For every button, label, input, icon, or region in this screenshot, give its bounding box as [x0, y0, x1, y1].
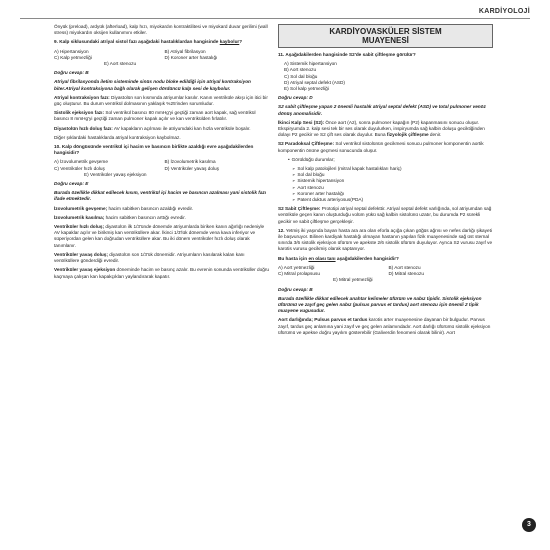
question-11-options [284, 61, 493, 92]
bullet-item: • Görüldüğü durumlar; [288, 157, 493, 163]
right-column [278, 24, 493, 339]
list-item: ➢ Sol dal bloğu [292, 172, 493, 178]
explanation-s2: S2 sabit çiftleşme yapan 2 önemli hastalık atriyal septal defekt (ASD) ve total pulmoner venöz dönüş anomalisidir. [278, 104, 486, 116]
option: E) Ventriküler yavaş ejeksiyon [84, 171, 147, 177]
question-9: 9. Kalp siklusundaki atriyal sistol fazı aşağıdaki hastalıklardan hangisinde kaybolur? [54, 39, 243, 45]
explanation-dikkat: Burada özellikle dikkat edilecek kısım, ventrikül içi hacim ve basıncın azalması yani sistolik fazı ifade etmektedir. [54, 190, 267, 202]
header-rule [20, 18, 530, 19]
intro-paragraph: Önyük (preload), ardyük (afterload), kalp hızı, miyokardın kontraktilitesi ve miyokard duvar gerilimi (wall stress) miyokardın oksijen kullanımını etkiler. [54, 24, 268, 36]
answer-9: Doğru cevap: B [54, 70, 89, 76]
explanation-diyastolik: Diyastolün hızlı doluş fazı: AV kapakların açılması ile atriyumdaki kan hızla ventriküle boşalır. [54, 125, 251, 131]
option: B) Aort stenozu [388, 264, 421, 270]
explanation-sabit: S2 Sabit Çiftleşme: Prototipi atriyal septal defekttir. Atriyal septal defekt varlığında, sol atriyumdan sağ ventriküle geçen kanın oluşturduğu volüm yükü sağ kalbin sistolünü uzatır, bu durumda P2 sürekli gecikir ve sabit çiftleşme gerçekleşir. [278, 206, 492, 224]
section-title-line-1: KARDİYOVASKÜLER SİSTEM [329, 27, 442, 36]
explanation-yavas-dolus: Ventriküler yavaş doluş; diyastolün son 1/3'ük dönemidir. Atriyumların kasılarak kalan kanı ventriküllere gönderdiği evredir. [54, 251, 245, 264]
explanation-sistolik: Sistolik ejeksiyon fazı: Sol ventrikül basıncı 80 mmHg'yi geçtiği zaman aort kapak, sağ ventrikül basıncı 8 mmHg'yi geçtiği zaman pulmoner kapak açılır ve kan ventrikülden fırlatılır. [54, 110, 256, 122]
option: C) Mitral prolapsusu [278, 271, 320, 277]
option: E) Mitral yetmezliği [333, 277, 373, 283]
section-title-line-2: MUAYENESİ [362, 36, 409, 45]
question-10-options [54, 159, 269, 178]
question-12: 12. Yetmiş iki yaşında bayan hasta ara ara olan eforla açığa çıkan göğüs ağrısı ve nefes darlığı şikayeti ile başvuruyor. Bilinen kardiyak hastalığı olmayan hastanın yapılan fizik muayenesinde sağ üst sternal sınırda 3/6 sistolik ejeksiyon üfürüm ve apekste 2/6 sistolik üfürüm duyuluyor. Ayrıca S2 vurusu zayıf ve karotis vurusu gecikmiş olarak saptanıyor. [278, 227, 493, 252]
option: E) Sol kalp yetmezliği [284, 86, 329, 92]
explanation-izo-gevseme: İzovolumetrik gevşeme; hacim sabitken basıncın azaldığı evredir. [54, 205, 194, 211]
explanation-dikkat-2: Burada özellikle dikkat edilecek anahtar kelimeler üfürüm ve nabız tipidir. Sistolik ejeksiyon üfürümü ve zayıf geç gelen nabız (pulsus parvus et tardus) aort stenozu için önemli 2 tipik muayene vugusudur. [278, 295, 482, 314]
explanation-aort: Aort darlığında; Pulsus parvus et tardus karotis arter muayenesine dayanan bir bulgudur. Parvus zayıf, tardus geç anlamına yani zayıf ve geç gelen anlamındadır. Aort darlığı üfürümü sistolik ejeksiyon üfürümü ve apekse doğru yayılım gösterebilir (Galiverdin fenomeni olarak bilinir). Aort [278, 317, 491, 335]
answer-11: Doğru cevap: D [278, 95, 313, 101]
option: C) Kalp yetmezliği [54, 54, 92, 60]
explanation-other: Diğer şıklardaki hastalıklarda atriyal kontraksiyon kaybolmaz. [54, 134, 181, 140]
question-9-options [54, 49, 269, 68]
option: B) Atriyal fibrilasyon [164, 48, 206, 54]
question-11: 11. Aşağıdakilerden hangisinde S2'de sabit çiftleşme görülür? [278, 52, 416, 57]
question-12-options [278, 265, 493, 284]
option: D) Atriyal septal defekt (ASD) [284, 79, 345, 85]
page-number: 3 [522, 518, 536, 532]
section-title-box [278, 24, 493, 48]
list-item: ➢ Sistemik hipertansiyon [292, 178, 493, 184]
explanation-af: Atriyal fibrilasyonda iletim sisteminde sinüs nodu bloke edildiği için atriyal kontraksiyon biter.Atriyal kontraksiyona bağlı olarak gelişen dördüncü kalp sesi de kaybolur. [54, 79, 251, 91]
option: B) İzovolumetrik kasılma [164, 159, 216, 165]
question-12-prompt: Bu hasta için en olası tanı aşağıdakilerden hangisidir? [278, 255, 399, 261]
explanation-ikinci-kalp-sesi: İkinci Kalp Sesi (S2): Önce aort (A2), sonra pulmoner kapağın (P2) kapanmasını sonucu oluşur. Ekspiryumda 2. kalp sesi tek bir ses olarak duyulurken, inspiryumda sağ kalbin doluşu geciktiğinden dolayı P2 gecikir ve S2 çift ses olarak duyulur. Buna fizyolojik çiftleşme denir. [278, 119, 485, 138]
explanation-atrial: Atriyal kontraksiyon fazı: Diyastolün son kısmında atriyumlar kasılır. Kanın ventriküle akışı için itici bir güç oluşturur. Bu durum ventrikül dolmasının yaklaşık %25'inden sorumludur. [54, 94, 268, 107]
answer-12: Doğru cevap: B [278, 286, 313, 292]
option: A) Sistemik hipertansiyon [284, 61, 337, 67]
option: D) Mitral stenozu [388, 271, 424, 277]
left-column [54, 24, 269, 283]
conditions-list [292, 166, 493, 203]
list-item: ➢ Patent duktus arteriyosus(PDA) [292, 197, 493, 203]
list-item: ➢ Koroner arter hastalığı [292, 191, 493, 197]
question-10: 10. Kalp döngüsünde ventrikül içi hacim ve basıncın birlikte azaldığı evre aşağıdakilerden hangisidir? [54, 144, 254, 156]
option: B) Aort stenozu [284, 67, 317, 73]
list-item: ➢ Sol kalp patolojileri (mitral kapak hastalıkları hariç) [292, 166, 493, 172]
list-item: ➢ Aort stenozu [292, 185, 493, 191]
running-header: KARDİYOLOJİ [478, 8, 530, 15]
option: D) Koroner arter hastalığı [164, 54, 218, 60]
option: A) Aort yetmezliği [278, 264, 315, 270]
option: C) Sol dal bloğu [284, 73, 318, 79]
option: C) Ventriküler hızlı doluş [54, 165, 105, 171]
option: E) Aort stenozu [104, 61, 137, 67]
answer-10: Doğru cevap: E [54, 181, 89, 187]
option: A) Hipertansiyon [54, 48, 89, 54]
conditions-bullet [288, 157, 493, 163]
explanation-hizli-dolus: Ventriküler hızlı doluş; diyastolün ilk 1/3'ünde dönemde atriyumlarda biriken kanın ağırlığı nedeniyle AV kapaklar açılır ve birikmiş kan ventriküllere akar. İkinci 1/3'lük dönemde vena kava inferiyor ve süperiyordan gelen kan doğrudan ventriküllere akar. Bu iki dönem ventriküler hızlı doluş olarak tanımlanır. [54, 224, 265, 248]
option: A) İzovolumetrik gevşeme [54, 159, 108, 165]
explanation-paradoksal: S2 Paradoksal Çiftleşme: Sol ventrikül sistolünün gecikmesi sonucu pulmoner komponentin aortik komponentin önüne geçmesi sonucunda oluşur. [278, 141, 484, 153]
explanation-izo-kasilma: İzovolumetrik kasılma; hacim sabitken basıncın arttığı evredir. [54, 214, 186, 220]
explanation-yavas-ejeksiyon: Ventriküler yavaş ejeksiyon döneminde hacim ve basınç azalır. Bu evrenin sonunda ventriküller doğru kaçmaya çalışan kan kapakçıkları yaylandırarak kapatır. [54, 267, 269, 279]
option: D) Ventriküler yavaş doluş [164, 165, 219, 171]
